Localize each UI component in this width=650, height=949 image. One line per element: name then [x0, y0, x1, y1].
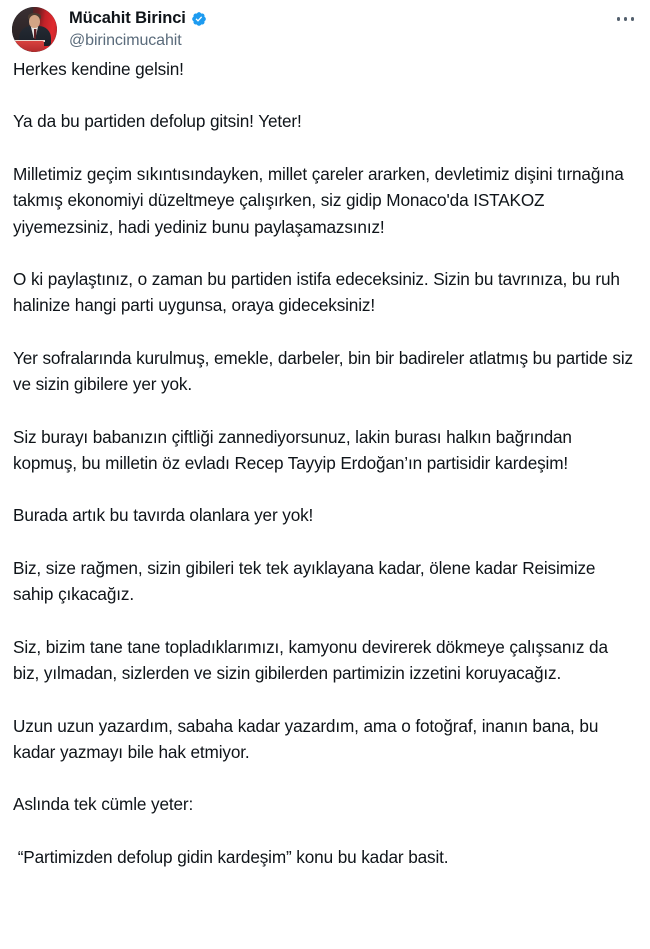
more-dot-2: [624, 17, 628, 21]
more-options-icon[interactable]: [617, 17, 635, 21]
display-name-row: [69, 8, 207, 28]
author-handle[interactable]: @birincimucahit: [69, 32, 182, 49]
tweet-body: [0, 56, 650, 870]
verified-badge-icon: [191, 11, 207, 27]
avatar-photo: [12, 7, 57, 52]
tweet-header: [0, 0, 650, 56]
avatar-podium: [14, 41, 44, 52]
tweet-paragraph: Burada artık bu tavırda olanlara yer yok!: [13, 505, 314, 526]
tweet-paragraph: O ki paylaştınız, o zaman bu partiden istifa edeceksiniz. Sizin bu tavrınıza, bu ruh halinize hangi parti uygunsa, oraya gideceksiniz!: [13, 269, 625, 316]
tweet-paragraph: Biz, size rağmen, sizin gibileri tek tek ayıklayana kadar, ölene kadar Reisimize sahip çıkacağız.: [13, 557, 601, 605]
tweet-paragraph: Ya da bu partiden defolup gitsin! Yeter!: [13, 111, 302, 132]
tweet-paragraph: Uzun uzun yazardım, sabaha kadar yazardım, ama o fotoğraf, inanın bana, bu kadar yazmayı bile hak etmiyor.: [13, 715, 603, 762]
tweet-paragraph: “Partimizden defolup gidin kardeşim” konu bu kadar basit.: [13, 846, 449, 867]
tweet-paragraph: Aslında tek cümle yeter:: [13, 794, 194, 815]
more-dot-1: [617, 17, 621, 21]
tweet-paragraph: Siz, bizim tane tane topladıklarımızı, kamyonu devirerek dökmeye çalışsanız da biz, yılmadan, sizlerden ve sizin gibilerden partimizin izzetini koruyacağız.: [13, 636, 613, 684]
author-display-name[interactable]: Mücahit Birinci: [69, 9, 186, 27]
tweet-paragraph: Herkes kendine gelsin!: [13, 59, 184, 79]
tweet-paragraph: Milletimiz geçim sıkıntısındayken, millet çareler ararken, devletimiz dişini tırnağına takmış ekonomiyi düzeltmeye çalışırken, siz gidip Monaco'da ISTAKOZ yiyemezsiniz, hadi yediniz bunu paylaşamazsınız!: [13, 163, 629, 237]
avatar-head: [29, 15, 40, 28]
tweet-paragraph: Yer sofralarında kurulmuş, emekle, darbeler, bin bir badireler atlatmış bu partide siz ve sizin gibilere yer yok.: [13, 347, 638, 395]
tweet-paragraph: Siz burayı babanızın çiftliği zannediyorsunuz, lakin burası halkın bağrından kopmuş, bu milletin öz evladı Recep Tayyip Erdoğan’ın partisidir kardeşim!: [13, 426, 577, 474]
more-dot-3: [631, 17, 635, 21]
author-name-block: [69, 7, 207, 51]
avatar[interactable]: [12, 7, 57, 52]
